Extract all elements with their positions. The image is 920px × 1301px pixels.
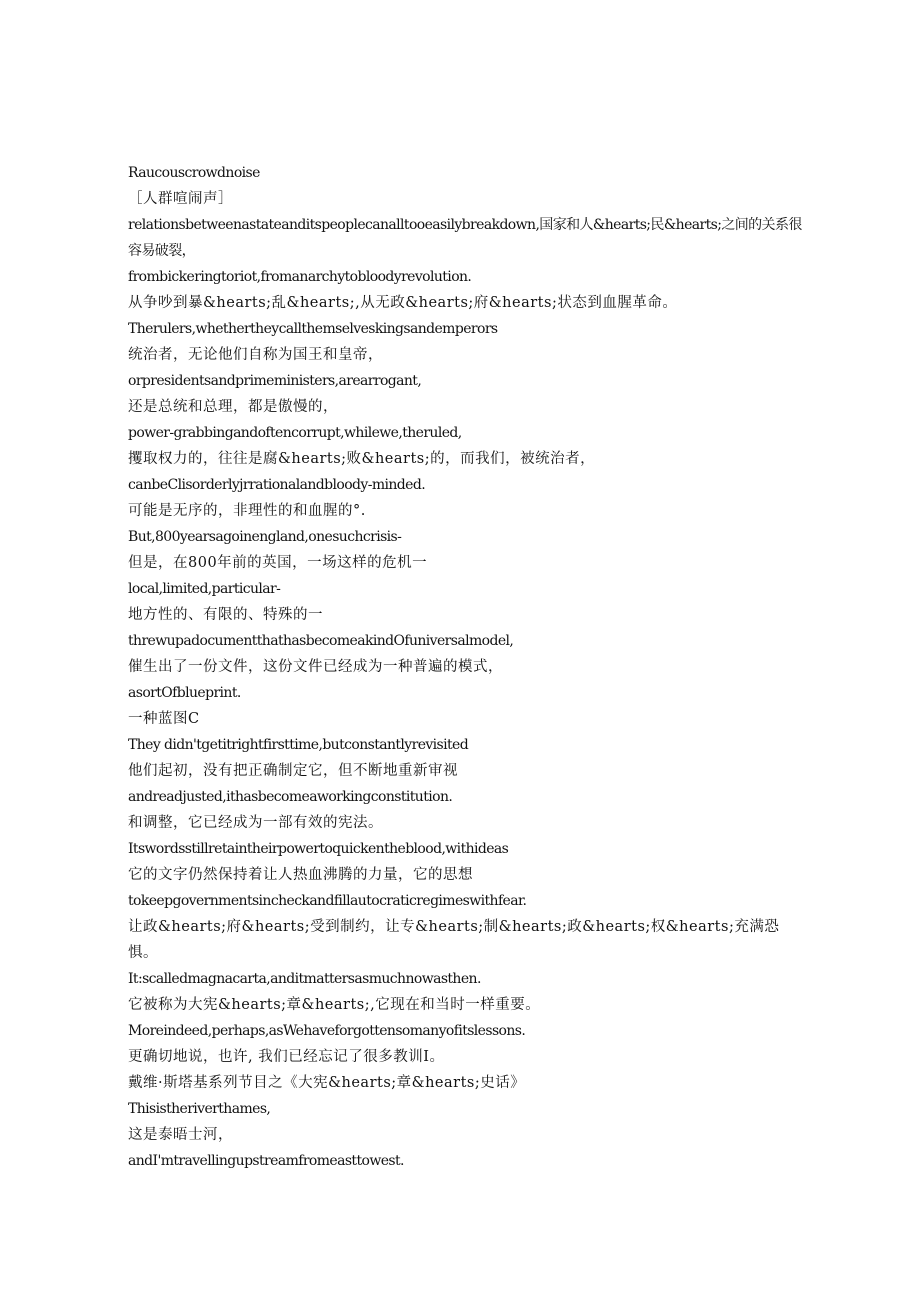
transcript-line: asortOfblueprint.: [128, 685, 241, 701]
transcript-line: ［人群喧闹声］: [128, 191, 233, 207]
transcript-line: Itswordsstillretaintheirpowertoquickentheblood,withideas: [128, 841, 509, 857]
transcript-line: 戴维·斯塔基系列节目之《大宪&hearts;章&hearts;史话》: [128, 1075, 526, 1091]
transcript-line: 和调整，它已经成为一部有效的宪法。: [128, 815, 383, 831]
transcript-line: 一种蓝图C: [128, 711, 200, 727]
transcript-line: 这是泰晤士河，: [128, 1127, 233, 1143]
transcript-line: 从争吵到暴&hearts;乱&hearts;,从无政&hearts;府&hearts;状态到血腥革命。: [128, 295, 678, 311]
transcript-line: 可能是无序的，非理性的和血腥的°.: [128, 503, 366, 519]
transcript-line: Raucouscrowdnoise: [128, 165, 260, 181]
transcript-line: relationsbetweenastateanditspeoplecanalltooeasilybreakdown,国家和人&hearts;民&hearts;之间的关系很容易破裂，: [128, 217, 802, 259]
transcript-line: 催生出了一份文件，这份文件已经成为一种普遍的模式，: [128, 659, 503, 675]
transcript-line: 它的文字仍然保持着让人热血沸腾的力量，它的思想: [128, 867, 473, 883]
transcript-line: frombickeringtoriot,fromanarchytobloodyrevolution.: [128, 269, 472, 285]
transcript-line: power-grabbingandoftencorrupt,whilewe,theruled,: [128, 425, 462, 441]
transcript-line: It:scalledmagnacarta,anditmattersasmuchnowasthen.: [128, 971, 481, 987]
transcript-line: Therulers,whethertheycallthemselveskingsandemperors: [128, 321, 498, 337]
transcript-line: Moreindeed,perhaps,asWehaveforgottensomanyofitslessons.: [128, 1023, 526, 1039]
transcript-line: local,limited,particular-: [128, 581, 281, 597]
transcript-line: andreadjusted,ithasbecomeaworkingconstitution.: [128, 789, 453, 805]
transcript-line: But,800yearsagoinengland,onesuchcrisis-: [128, 529, 402, 545]
transcript-line: 但是，在800年前的英国，一场这样的危机一: [128, 555, 428, 571]
transcript-line: 还是总统和总理，都是傲慢的，: [128, 399, 338, 415]
transcript-line: tokeepgovernmentsincheckandfillautocraticregimeswithfear.: [128, 893, 527, 909]
transcript-line: They didn'tgetitrightfirsttime,butconstantlyrevisited: [128, 737, 469, 753]
transcript-line: orpresidentsandprimeministers,arearrogant,: [128, 373, 422, 389]
transcript-line: 地方性的、有限的、特殊的一: [128, 607, 323, 623]
transcript-line: threwupadocumentthathasbecomeakindOfuniversalmodel,: [128, 633, 514, 649]
transcript-line: 他们起初，没有把正确制定它，但不断地重新审视: [128, 763, 458, 779]
transcript-line: 让政&hearts;府&hearts;受到制约，让专&hearts;制&hearts;政&hearts;权&hearts;充满恐惧。: [128, 919, 780, 961]
transcript-line: 它被称为大宪&hearts;章&hearts;,它现在和当时一样重要。: [128, 997, 541, 1013]
transcript-line: 更确切地说，也许, 我们已经忘记了很多教训I。: [128, 1049, 445, 1065]
transcript-body: [128, 160, 808, 1174]
transcript-line: 攫取权力的，往往是腐&hearts;败&hearts;的，而我们，被统治者，: [128, 451, 596, 467]
transcript-line: 统治者，无论他们自称为国王和皇帝，: [128, 347, 383, 363]
transcript-line: andI'mtravellingupstreamfromeasttowest.: [128, 1153, 404, 1169]
transcript-line: Thisistheriverthames,: [128, 1101, 271, 1117]
transcript-line: canbeClisorderlyjrrationalandbloody-minded.: [128, 477, 426, 493]
